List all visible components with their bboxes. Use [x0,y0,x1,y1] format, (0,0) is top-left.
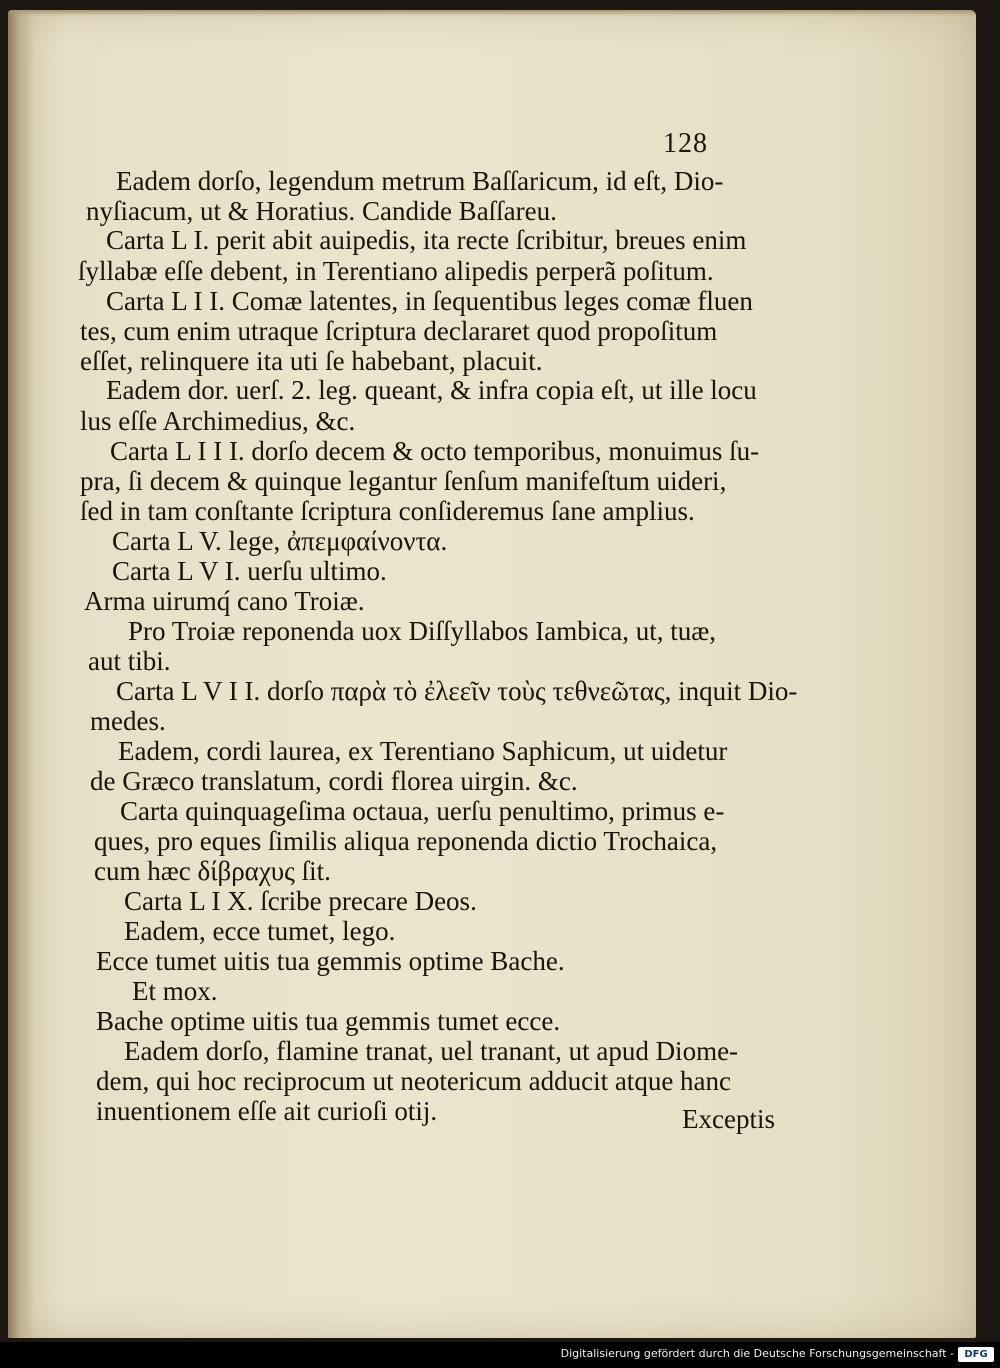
dfg-logo: DFG [958,1347,994,1362]
text-line: medes. [90,706,166,736]
text-line: eſſet, relinquere ita uti ſe habebant, placuit. [80,346,543,376]
text-line: ſyllabæ eſſe debent, in Terentiano alipedis perperã poſitum. [78,256,714,286]
text-line: Eadem, cordi laurea, ex Terentiano Saphicum, ut uidetur [118,736,728,766]
text-line: Carta L I I I. dorſo decem & octo temporibus, monuimus ſu- [110,436,760,466]
page-number: 128 [663,128,708,159]
text-line: Carta L V. lege, ἀπεμφαίνοντα. [112,526,448,556]
text-line: Eadem dorſo, flamine tranat, uel tranant, ut apud Diome- [124,1036,739,1066]
text-line: Eadem, ecce tumet, lego. [124,916,396,946]
text-line: aut tibi. [88,646,171,676]
text-line: cum hæc δίβραχυς ſit. [94,856,331,886]
text-line: tes, cum enim utraque ſcriptura declararet quod propoſitum [80,316,718,346]
text-line: Carta L V I I. dorſo παρὰ τὸ ἐλεεῖν τοὺς τεθνεῶτας, inquit Dio- [116,676,798,706]
text-line: Ecce tumet uitis tua gemmis optime Bache. [96,946,565,976]
text-line: Arma uirumq́ cano Troiæ. [84,586,365,616]
text-line: Carta L I I. Comæ latentes, in ſequentibus leges comæ fluen [106,286,753,316]
text-line: lus eſſe Archimedius, &c. [80,406,356,436]
footer-bar [0,1342,1000,1368]
text-line: Carta quinquageſima octaua, uerſu penultimo, primus e- [120,796,725,826]
text-line: Pro Troiæ reponenda uox Diſſyllabos Iambica, ut, tuæ, [128,616,716,646]
text-line: Et mox. [132,976,218,1006]
text-line: dem, qui hoc reciprocum ut neotericum adducit atque hanc [96,1066,732,1096]
text-line: Eadem dorſo, legendum metrum Baſſaricum, id eſt, Dio- [116,166,724,196]
text-line: inuentionem eſſe ait curioſi otij. [96,1096,438,1126]
text-line: ques, pro eques ſimilis aliqua reponenda dictio Trochaica, [94,826,718,856]
text-line: Carta L I. perit abit auipedis, ita recte ſcribitur, breues enim [106,225,747,255]
catchword: Exceptis [682,1104,775,1134]
text-line: pra, ſi decem & quinque legantur ſenſum manifeſtum uideri, [80,466,727,496]
text-line: Carta L V I. uerſu ultimo. [112,556,387,586]
text-line: Bache optime uitis tua gemmis tumet ecce. [96,1006,561,1036]
book-page [8,10,976,1338]
text-line: Eadem dor. uerſ. 2. leg. queant, & infra copia eſt, ut ille locu [106,375,757,405]
text-line: nyſiacum, ut & Horatius. Candide Baſſareu. [86,196,557,226]
text-line: de Græco translatum, cordi florea uirgin. &c. [90,766,578,796]
page-text [8,10,976,1338]
text-line: ſed in tam conſtante ſcriptura conſideremus ſane amplius. [80,496,695,526]
funding-credit: Digitalisierung gefördert durch die Deutsche Forschungsgemeinschaft - [560,1347,954,1360]
text-line: Carta L I X. ſcribe precare Deos. [124,886,477,916]
